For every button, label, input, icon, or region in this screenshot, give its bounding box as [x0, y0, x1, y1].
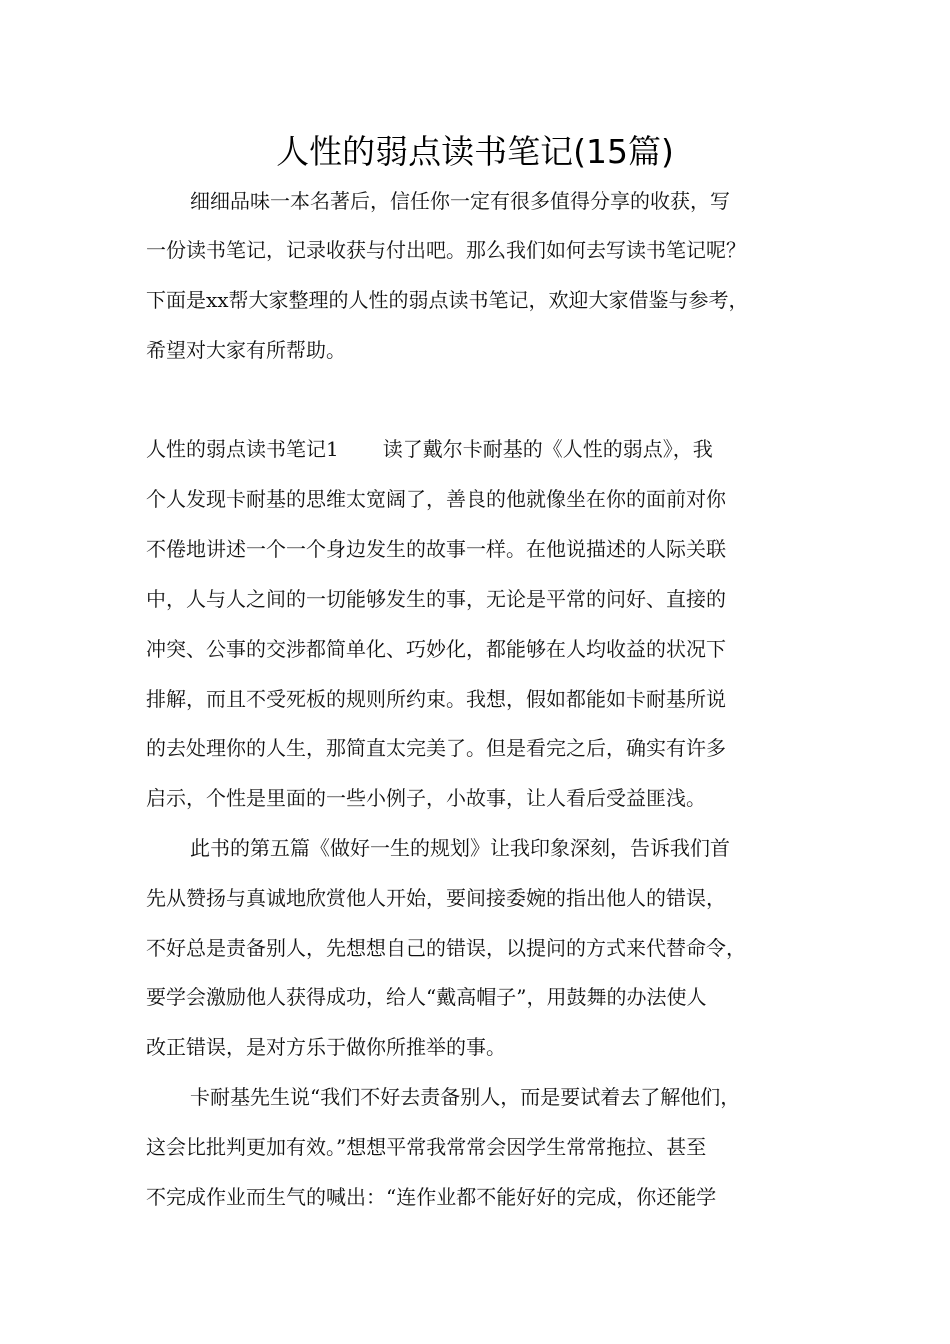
intro-line: 希望对大家有所帮助。	[146, 338, 346, 362]
intro-line: 一份读书笔记，记录收获与付出吧。那么我们如何去写读书笔记呢？	[146, 238, 746, 262]
paragraph-line: 的去处理你的人生，那简直太完美了。但是看完之后，确实有许多	[146, 736, 726, 760]
paragraph-line: 改正错误，是对方乐于做你所推举的事。	[146, 1035, 506, 1059]
paragraph-line: 冲突、公事的交涉都简单化、巧妙化，都能够在人均收益的状况下	[146, 637, 726, 661]
paragraph-line: 此书的第五篇《做好一生的规划》让我印象深刻，告诉我们首	[190, 836, 730, 860]
paragraph-line: 不好总是责备别人，先想想自己的错误，以提问的方式来代替命令，	[146, 936, 746, 960]
paragraph-line: 要学会激励他人获得成功，给人“戴高帽子”，用鼓舞的办法使人	[146, 985, 707, 1009]
paragraph-line: 中，人与人之间的一切能够发生的事，无论是平常的问好、直接的	[146, 587, 726, 611]
section-heading: 人性的弱点读书笔记1	[146, 437, 339, 461]
paragraph-line: 不完成作业而生气的喊出：“连作业都不能好好的完成，你还能学	[146, 1185, 717, 1209]
paragraph-line: 这会比批判更加有效。”想想平常我常常会因学生常常拖拉、甚至	[146, 1135, 707, 1159]
paragraph-line: 排解，而且不受死板的规则所约束。我想，假如都能如卡耐基所说	[146, 687, 726, 711]
paragraph-line: 不倦地讲述一个一个身边发生的故事一样。在他说描述的人际关联	[146, 537, 726, 561]
document-title: 人性的弱点读书笔记(15篇)	[276, 132, 674, 171]
paragraph-line: 卡耐基先生说“我们不好去责备别人，而是要试着去了解他们，	[190, 1085, 741, 1109]
section-first-line	[146, 434, 826, 464]
paragraph-line: 个人发现卡耐基的思维太宽阔了，善良的他就像坐在你的面前对你	[146, 487, 726, 511]
paragraph-line: 启示，个性是里面的一些小例子，小故事，让人看后受益匪浅。	[146, 786, 706, 810]
intro-line: 细细品味一本名著后，信任你一定有很多值得分享的收获，写	[190, 189, 730, 213]
paragraph-line: 先从赞扬与真诚地欣赏他人开始，要间接委婉的指出他人的错误，	[146, 886, 726, 910]
section-first-line-text: 读了戴尔卡耐基的《人性的弱点》，我	[382, 437, 713, 461]
intro-line: 下面是xx帮大家整理的人性的弱点读书笔记，欢迎大家借鉴与参考，	[146, 288, 749, 312]
